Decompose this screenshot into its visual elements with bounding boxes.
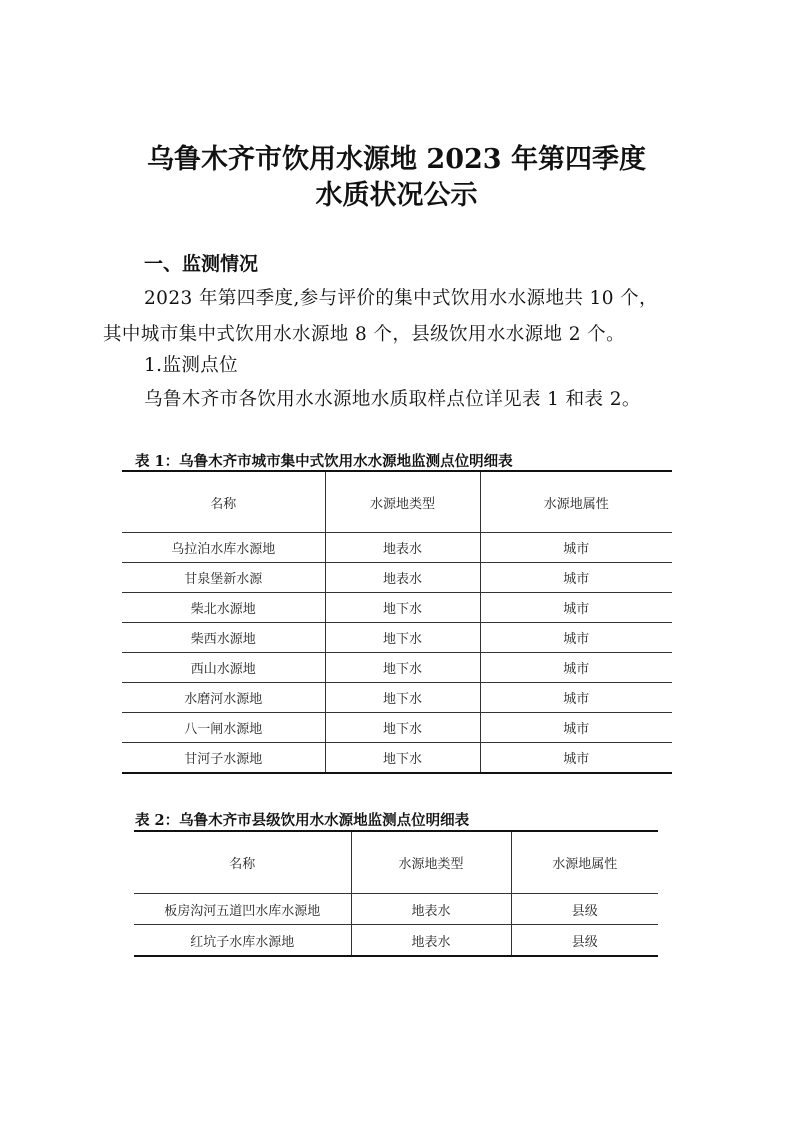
subheading-monitoring-points: 1.监测点位 bbox=[144, 355, 239, 376]
paragraph-summary-2: 其中城市集中式饮用水水源地 8 个，县级饮用水水源地 2 个。 bbox=[103, 324, 625, 345]
cell-name: 柴北水源地 bbox=[122, 593, 325, 623]
table-row bbox=[134, 925, 658, 957]
cell-type: 地表水 bbox=[325, 533, 480, 563]
table-1-caption: 表 1：乌鲁木齐市城市集中式饮用水水源地监测点位明细表 bbox=[135, 453, 513, 470]
table-row bbox=[122, 563, 672, 593]
paragraph-summary-1: 2023 年第四季度,参与评价的集中式饮用水水源地共 10 个， bbox=[144, 288, 658, 309]
cell-attribute: 城市 bbox=[480, 653, 672, 683]
cell-attribute: 城市 bbox=[480, 593, 672, 623]
cell-type: 地表水 bbox=[351, 894, 511, 925]
cell-type: 地下水 bbox=[325, 653, 480, 683]
cell-type: 地表水 bbox=[325, 563, 480, 593]
cell-attribute: 城市 bbox=[480, 683, 672, 713]
cell-attribute: 城市 bbox=[480, 743, 672, 774]
table-row bbox=[122, 713, 672, 743]
table-2-county-sources bbox=[134, 830, 658, 957]
header-source-type: 水源地类型 bbox=[351, 831, 511, 894]
cell-type: 地下水 bbox=[325, 593, 480, 623]
cell-type: 地下水 bbox=[325, 713, 480, 743]
page-title-line-1: 乌鲁木齐市饮用水源地 2023 年第四季度 bbox=[147, 144, 646, 175]
cell-type: 地表水 bbox=[351, 925, 511, 957]
header-name: 名称 bbox=[122, 471, 325, 533]
cell-name: 水磨河水源地 bbox=[122, 683, 325, 713]
cell-attribute: 城市 bbox=[480, 563, 672, 593]
cell-attribute: 城市 bbox=[480, 713, 672, 743]
cell-name: 西山水源地 bbox=[122, 653, 325, 683]
table-row bbox=[134, 894, 658, 925]
header-source-attribute: 水源地属性 bbox=[480, 471, 672, 533]
cell-attribute: 县级 bbox=[511, 925, 658, 957]
cell-name: 甘泉堡新水源 bbox=[122, 563, 325, 593]
cell-name: 红坑子水库水源地 bbox=[134, 925, 351, 957]
header-name: 名称 bbox=[134, 831, 351, 894]
cell-type: 地下水 bbox=[325, 623, 480, 653]
cell-name: 甘河子水源地 bbox=[122, 743, 325, 774]
table-2-caption: 表 2：乌鲁木齐市县级饮用水水源地监测点位明细表 bbox=[135, 812, 470, 829]
table-row bbox=[122, 533, 672, 563]
cell-name: 乌拉泊水库水源地 bbox=[122, 533, 325, 563]
cell-name: 柴西水源地 bbox=[122, 623, 325, 653]
cell-attribute: 城市 bbox=[480, 623, 672, 653]
table-row bbox=[122, 743, 672, 774]
cell-type: 地下水 bbox=[325, 743, 480, 774]
cell-name: 八一闸水源地 bbox=[122, 713, 325, 743]
cell-name: 板房沟河五道凹水库水源地 bbox=[134, 894, 351, 925]
cell-attribute: 县级 bbox=[511, 894, 658, 925]
table-row bbox=[122, 623, 672, 653]
table-row bbox=[122, 653, 672, 683]
cell-attribute: 城市 bbox=[480, 533, 672, 563]
section-heading-monitoring: 一、监测情况 bbox=[144, 253, 259, 275]
header-source-attribute: 水源地属性 bbox=[511, 831, 658, 894]
table-row bbox=[122, 593, 672, 623]
table-header-row bbox=[134, 831, 658, 894]
page-title-line-2: 水质状况公示 bbox=[315, 180, 478, 211]
table-1-city-sources bbox=[122, 470, 672, 774]
table-row bbox=[122, 683, 672, 713]
cell-type: 地下水 bbox=[325, 683, 480, 713]
header-source-type: 水源地类型 bbox=[325, 471, 480, 533]
paragraph-points-reference: 乌鲁木齐市各饮用水水源地水质取样点位详见表 1 和表 2。 bbox=[144, 389, 641, 410]
table-header-row bbox=[122, 471, 672, 533]
